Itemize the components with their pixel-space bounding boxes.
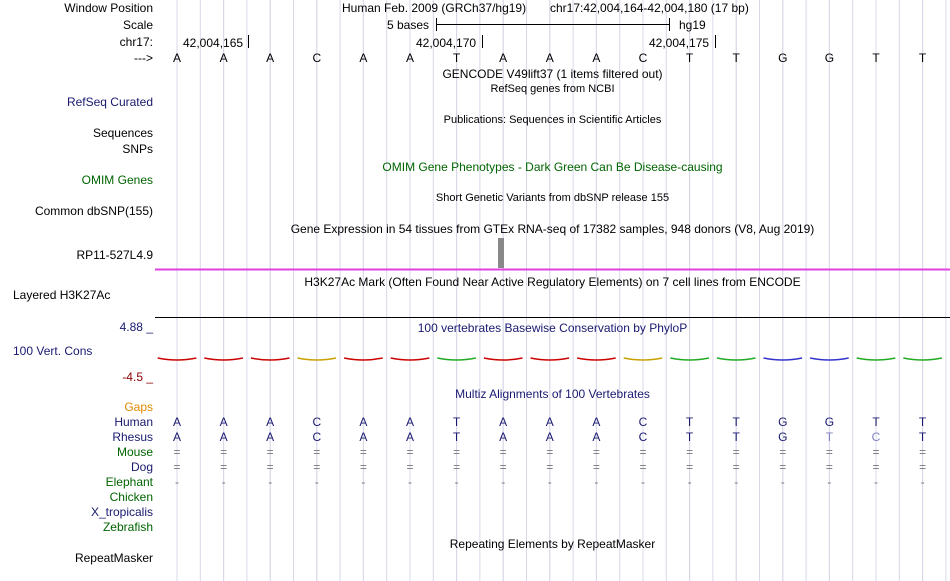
rhesus-base: A: [266, 430, 275, 444]
dog-base: =: [872, 460, 880, 474]
rhesus-base: G: [778, 430, 788, 444]
base-letter: A: [172, 51, 181, 65]
elephant-base: -: [827, 475, 832, 489]
base-letter: T: [732, 51, 740, 65]
elephant-base: -: [547, 475, 552, 489]
human-base: G: [778, 415, 788, 429]
rhesus-base: A: [545, 430, 554, 444]
mouse-base: =: [546, 445, 554, 459]
rhesus-base: A: [592, 430, 601, 444]
rhesus-base: T: [452, 430, 461, 444]
elephant-base: -: [221, 475, 226, 489]
base-letter: T: [918, 51, 927, 65]
ruler-tick-label: 42,004,170: [416, 36, 477, 50]
human-base: A: [172, 415, 181, 429]
publications-track-title[interactable]: Publications: Sequences in Scientific Articles: [443, 114, 662, 126]
rhesus-base: C: [312, 430, 322, 444]
rhesus-base: T: [918, 430, 927, 444]
elephant-base: -: [361, 475, 366, 489]
dog-base: =: [686, 460, 694, 474]
human-base: T: [918, 415, 927, 429]
gtex-gene-label[interactable]: RP11-527L4.9: [76, 248, 153, 262]
refseq-track-label[interactable]: RefSeq Curated: [66, 95, 153, 109]
base-letter: A: [499, 51, 508, 65]
dbsnp-track-label[interactable]: Common dbSNP(155): [34, 204, 153, 218]
elephant-base: -: [874, 475, 878, 489]
ruler-tick-mark: [248, 35, 249, 48]
elephant-base: -: [780, 475, 785, 489]
scale-text: 5 bases: [387, 18, 430, 32]
scale-bar-left-tick: [436, 18, 437, 31]
species-dog[interactable]: Dog: [130, 460, 153, 474]
strand-arrow-label: --->: [134, 51, 153, 65]
mouse-base: =: [732, 445, 740, 459]
mouse-base: =: [359, 445, 367, 459]
human-base: A: [592, 415, 601, 429]
mouse-base: =: [266, 445, 274, 459]
human-base: A: [405, 415, 414, 429]
phylop-max-value: 4.88 _: [119, 320, 153, 334]
scale-label: Scale: [122, 18, 153, 32]
species-x-tropicalis[interactable]: X_tropicalis: [90, 505, 153, 519]
mouse-base: =: [453, 445, 461, 459]
mouse-base: =: [173, 445, 181, 459]
gaps-label: Gaps: [124, 400, 153, 414]
base-letter: G: [778, 51, 788, 65]
ruler-tick-label: 42,004,175: [649, 36, 710, 50]
h3k27ac-track-title[interactable]: H3K27Ac Mark (Often Found Near Active Regulatory Elements) on 7 cell lines from ENCODE: [304, 275, 801, 289]
human-base: C: [312, 415, 322, 429]
elephant-base: -: [687, 475, 692, 489]
base-letter: A: [545, 51, 554, 65]
dog-base: =: [266, 460, 274, 474]
base-letter: T: [872, 51, 880, 65]
dog-base: =: [173, 460, 181, 474]
human-base: T: [452, 415, 461, 429]
human-base: A: [545, 415, 554, 429]
phylop-min-value: -4.5 _: [122, 370, 153, 384]
dog-base: =: [359, 460, 367, 474]
elephant-base: -: [175, 475, 179, 489]
elephant-base: -: [408, 475, 412, 489]
elephant-base: -: [920, 475, 925, 489]
repeatmasker-track-title[interactable]: Repeating Elements by RepeatMasker: [449, 537, 656, 551]
base-letter: A: [592, 51, 601, 65]
rhesus-base: C: [871, 430, 881, 444]
base-letter: T: [452, 51, 461, 65]
phylop-track-label[interactable]: 100 Vert. Cons: [13, 344, 93, 358]
base-letter: A: [405, 51, 414, 65]
chromosome-label: chr17:: [119, 35, 153, 49]
species-human[interactable]: Human: [114, 415, 153, 429]
dog-base: =: [732, 460, 740, 474]
rhesus-base: C: [638, 430, 648, 444]
dog-base: =: [313, 460, 321, 474]
human-base: C: [638, 415, 648, 429]
elephant-base: -: [641, 475, 645, 489]
window-position-label: Window Position: [64, 1, 153, 15]
gtex-track-title[interactable]: Gene Expression in 54 tissues from GTEx RNA-seq of 17382 samples, 948 donors (V8, Aug 2019): [290, 222, 815, 236]
elephant-base: -: [314, 475, 319, 489]
rhesus-base: A: [405, 430, 414, 444]
dog-base: =: [220, 460, 228, 474]
h3k27ac-track-label[interactable]: Layered H3K27Ac: [13, 288, 111, 302]
snps-track-label[interactable]: SNPs: [122, 142, 153, 156]
species-zebrafish[interactable]: Zebrafish: [102, 520, 153, 534]
gencode-track-title[interactable]: GENCODE V49lift37 (1 items filtered out): [442, 67, 663, 81]
multiz-track-title[interactable]: Multiz Alignments of 100 Vertebrates: [455, 387, 650, 401]
dog-base: =: [639, 460, 647, 474]
ruler-tick-mark: [482, 35, 483, 48]
mouse-base: =: [919, 445, 927, 459]
dog-base: =: [779, 460, 787, 474]
elephant-base: -: [268, 475, 273, 489]
elephant-base: -: [594, 475, 599, 489]
mouse-base: =: [313, 445, 321, 459]
base-letter: C: [638, 51, 648, 65]
scale-db: hg19: [679, 18, 706, 32]
base-letter: T: [685, 51, 694, 65]
species-elephant[interactable]: Elephant: [105, 475, 153, 489]
rhesus-base: T: [825, 430, 834, 444]
species-mouse[interactable]: Mouse: [116, 445, 153, 459]
mouse-base: =: [686, 445, 694, 459]
rhesus-base: A: [359, 430, 368, 444]
ruler-tick-label: 42,004,165: [183, 36, 244, 50]
mouse-base: =: [592, 445, 600, 459]
mouse-base: =: [406, 445, 414, 459]
repeatmasker-track-label[interactable]: RepeatMasker: [74, 551, 153, 565]
base-letter: C: [312, 51, 322, 65]
gtex-expression-bar: [498, 238, 504, 268]
dog-base: =: [499, 460, 507, 474]
omim-track-label[interactable]: OMIM Genes: [81, 173, 153, 187]
omim-track-title[interactable]: OMIM Gene Phenotypes - Dark Green Can Be Disease-causing: [382, 160, 723, 174]
species-chicken[interactable]: Chicken: [109, 490, 153, 504]
assembly-title: Human Feb. 2009 (GRCh37/hg19): [342, 1, 527, 15]
species-rhesus[interactable]: Rhesus: [112, 430, 153, 444]
human-base: A: [359, 415, 368, 429]
elephant-base: -: [454, 475, 459, 489]
base-letter: A: [219, 51, 228, 65]
rhesus-base: T: [685, 430, 694, 444]
base-letter: A: [359, 51, 368, 65]
dog-base: =: [453, 460, 461, 474]
elephant-base: -: [501, 475, 506, 489]
dog-base: =: [592, 460, 600, 474]
mouse-base: =: [639, 445, 647, 459]
scale-bar: [436, 24, 669, 25]
window-position-value: chr17:42,004,164-42,004,180 (17 bp): [550, 1, 749, 15]
mouse-base: =: [825, 445, 833, 459]
dog-base: =: [825, 460, 833, 474]
human-base: A: [219, 415, 228, 429]
dog-base: =: [406, 460, 414, 474]
sequences-track-label[interactable]: Sequences: [92, 126, 153, 140]
dog-base: =: [919, 460, 927, 474]
rhesus-base: A: [499, 430, 508, 444]
human-base: A: [266, 415, 275, 429]
base-letter: A: [266, 51, 275, 65]
ruler-tick-mark: [715, 35, 716, 48]
human-base: T: [872, 415, 880, 429]
mouse-base: =: [499, 445, 507, 459]
elephant-base: -: [734, 475, 739, 489]
human-base: A: [499, 415, 508, 429]
rhesus-base: T: [732, 430, 740, 444]
mouse-base: =: [220, 445, 228, 459]
phylop-track-title[interactable]: 100 vertebrates Basewise Conservation by PhyloP: [417, 321, 688, 335]
human-base: G: [824, 415, 835, 429]
mouse-base: =: [779, 445, 787, 459]
mouse-base: =: [872, 445, 880, 459]
dog-base: =: [546, 460, 554, 474]
dbsnp-track-title[interactable]: Short Genetic Variants from dbSNP release 155: [435, 192, 670, 204]
base-letter: G: [824, 51, 835, 65]
scale-bar-right-tick: [669, 18, 670, 31]
refseq-track-subtitle: RefSeq genes from NCBI: [490, 83, 615, 95]
rhesus-base: A: [172, 430, 181, 444]
human-base: T: [685, 415, 694, 429]
human-base: T: [732, 415, 740, 429]
rhesus-base: A: [219, 430, 228, 444]
